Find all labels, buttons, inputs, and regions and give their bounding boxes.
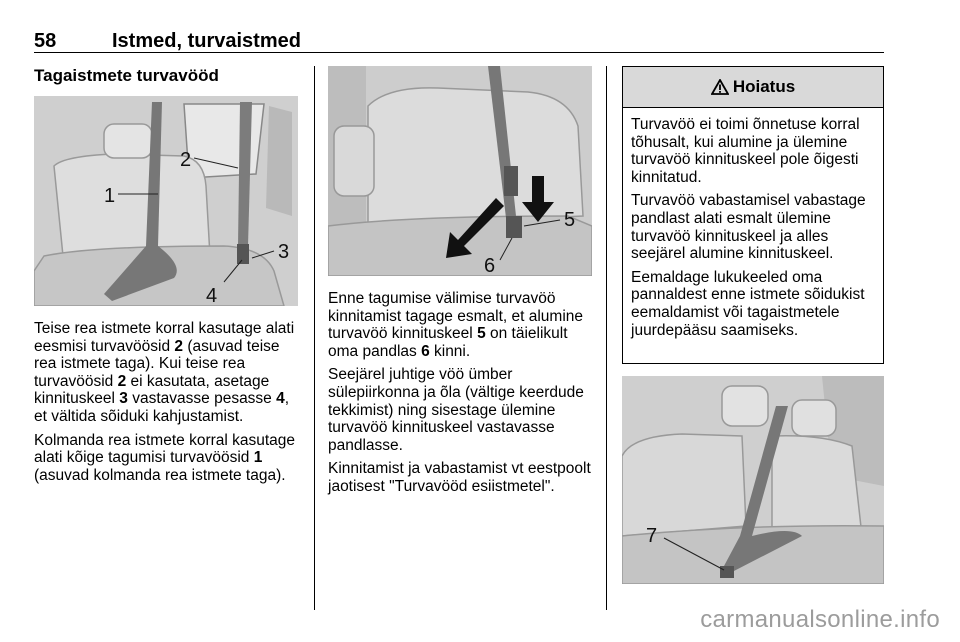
callout-5: 5 bbox=[564, 209, 576, 231]
page-number: 58 bbox=[34, 30, 57, 52]
callout-7: 7 bbox=[646, 525, 658, 547]
paragraph-see-front: Kinnitamist ja vabastamist vt eestpoolt jaotisest "Turvavööd esiistmetel". bbox=[328, 460, 591, 495]
warning-paragraph-2: Turvavöö vabastamisel vabastage pandlast alati esmalt ülemine turvavöö kinnituskeel ja alles seejärel alumine kinnituskeel. bbox=[631, 192, 866, 263]
warning-title: Hoiatus bbox=[732, 77, 796, 96]
warning-header bbox=[623, 67, 883, 108]
warning-paragraph-1: Turvavöö ei toimi õnnetuse korral tõhusalt, kui alumine ja ülemine turvavöö kinnituskeel pole õigesti kinnitatud. bbox=[631, 116, 860, 186]
watermark: carmanualsonline.info bbox=[700, 606, 940, 633]
callout-2: 2 bbox=[180, 149, 192, 171]
paragraph-lower-buckle: Enne tagumise välimise turvavöö kinnitamist tagage esmalt, et alumine turvavöö kinnituskeel 5 on täielikult oma pandlas 6 kinni. bbox=[328, 290, 584, 360]
rear-seatbelts-figure bbox=[34, 96, 298, 306]
callout-1: 1 bbox=[104, 185, 116, 207]
column-divider-right bbox=[606, 66, 607, 610]
callout-3: 3 bbox=[278, 241, 290, 263]
left-column-text bbox=[34, 320, 300, 490]
paragraph-guide-belt: Seejärel juhtige vöö ümber sülepiirkonna ja õla (vältige keerdude tekkimist) ning sisestage ülemine turvavöö kinnituskeel vastavasse pandlasse. bbox=[328, 366, 584, 454]
warning-triangle-icon bbox=[711, 79, 729, 95]
callout-6: 6 bbox=[484, 255, 496, 276]
belt-removal-figure bbox=[622, 376, 884, 584]
warning-paragraph-3: Eemaldage lukukeeled oma pannaldest enne istmete sõidukist eemaldamist või tagaistmetele juurdepääsu saamiseks. bbox=[631, 268, 865, 339]
warning-box bbox=[622, 66, 884, 364]
middle-column-text bbox=[328, 290, 598, 502]
section-title: Tagaistmete turvavööd bbox=[34, 66, 219, 85]
paragraph-third-row: Kolmanda rea istmete korral kasutage alati kõige tagumisi turvavöösid 1 (asuvad kolmanda rea istmete taga). bbox=[34, 431, 296, 484]
column-divider-left bbox=[314, 66, 315, 610]
callout-4: 4 bbox=[206, 285, 218, 306]
buckle-figure bbox=[328, 66, 592, 276]
page-header bbox=[34, 30, 884, 53]
chapter-title: Istmed, turvaistmed bbox=[112, 30, 301, 52]
paragraph-second-row: Teise rea istmete korral kasutage alati eesmisi turvavöösid 2 (asuvad teise rea istmete taga). Kui teise rea turvavöösid 2 ei kasutata, asetage kinnituskeel 3 vastavasse pesasse 4, et vältida sõiduki kahjustamist. bbox=[34, 320, 295, 425]
warning-body bbox=[623, 108, 883, 339]
